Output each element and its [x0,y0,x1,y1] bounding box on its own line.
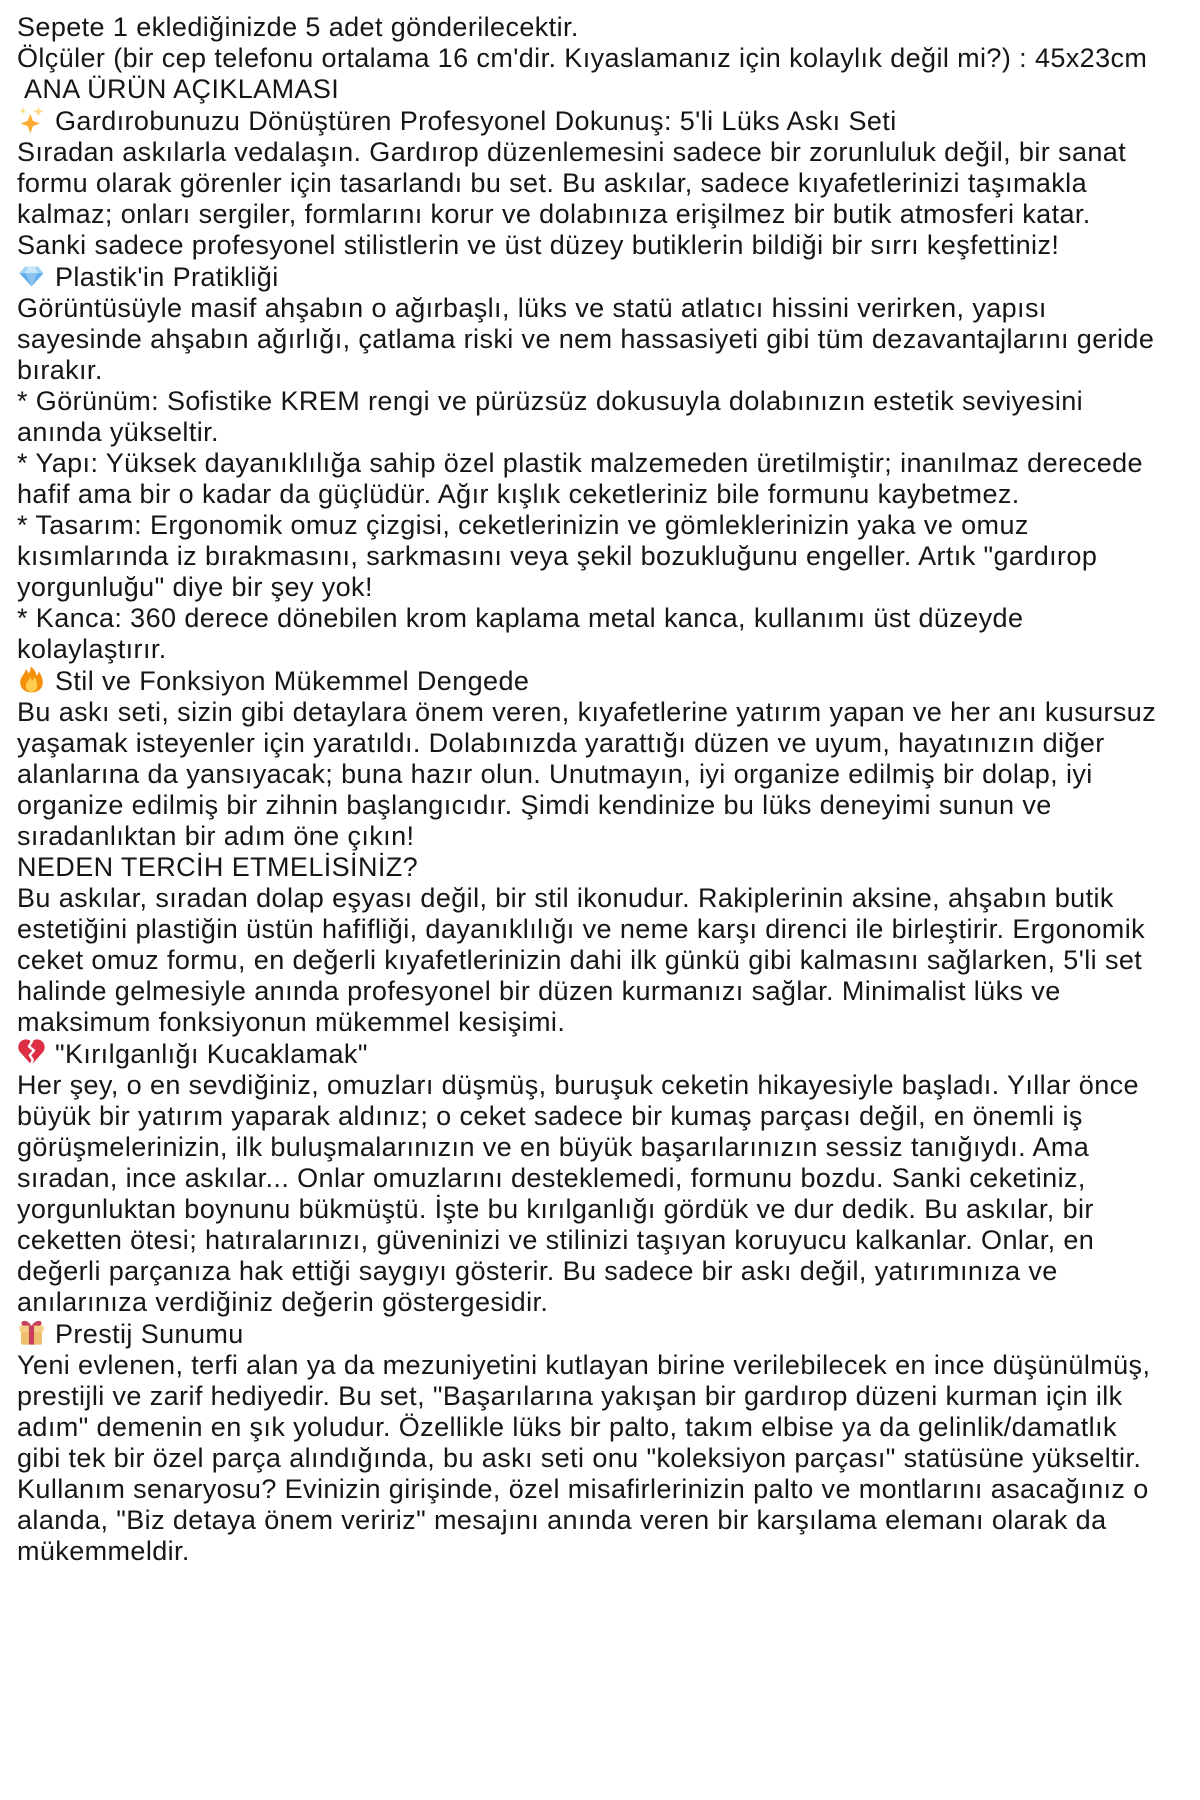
para-intro: Sıradan askılarla vedalaşın. Gardırop düzenlemesini sadece bir zorunluluk değil, bir sanat formu olarak görenler için tasarlandı bu set. Bu askılar, sadece kıyafetlerinizi taşımakla kalmaz; onları sergiler, formlarını korur ve dolabınıza erişilmez bir butik atmosferi katar. Sanki sadece profesyonel stilistlerin ve üst düzey butiklerin bildiği bir sırrı keşfettiniz! [17,137,1127,260]
para-why-choose: Bu askılar, sıradan dolap eşyası değil, bir stil ikonudur. Rakiplerinin aksine, ahşabın butik estetiğini plastiğin üstün hafifliği, dayanıklılığı ve neme karşı direnci ile birleştirir. Ergonomik ceket omuz formu, en değerli kıyafetlerinizin dahi ilk günkü gibi kalmasını sağlarken, 5'li set halinde gelmesiyle anında profesyonel bir düzen kurmanızı sağlar. Minimalist lüks ve maksimum fonksiyonun mükemmel kesişimi. [17,883,1146,1037]
para-fragility-story: Her şey, o en sevdiğiniz, omuzları düşmüş, buruşuk ceketin hikayesiyle başladı. Yıllar önce büyük bir yatırım yaparak aldınız; o ceket sadece bir kumaş parçası değil, en önemli iş görüşmelerinizin, ilk buluşmalarınızın ve en büyük başarılarınızın sessiz tanığıydı. Ama sıradan, ince askılar... Onlar omuzlarını desteklemedi, formunu bozdu. Sanki ceketiniz, yorgunluktan boynunu bükmüştü. İşte bu kırılganlığı gördük ve dur dedik. Bu askılar, bir ceketten ötesi; hatıralarınızı, güveninizi ve stilinizi taşıyan koruyucu kalkanlar. Onlar, en değerli parçanıza hak ettiği saygıyı gösterir. Bu sadece bir askı değil, yatırımınıza ve anılarınıza verdiğiniz değerin göstergesidir. [17,1070,1139,1317]
heading-text: Plastik'in Pratikliği [55,262,279,292]
bullet-hook: * Kanca: 360 derece dönebilen krom kaplama metal kanca, kullanımı üst düzeyde kolaylaştırır. [17,603,1024,664]
dimensions-note: Ölçüler (bir cep telefonu ortalama 16 cm'dir. Kıyaslamanız için kolaylık değil mi?) : 45x23cm [17,43,1148,73]
heading-plastic-practicality [17,261,1168,293]
bullet-design: * Tasarım: Ergonomik omuz çizgisi, ceketlerinizin ve gömleklerinizin yaka ve omuz kısımlarında iz bırakmasını, sarkmasını veya şekil bozukluğunu engeller. Artık "gardırop yorgunluğu" diye bir şey yok! [17,510,1098,602]
heading-embracing-fragility [17,1038,1168,1070]
sparkles-icon [17,105,46,134]
heading-prestige-presentation [17,1318,1168,1350]
heading-text: "Kırılganlığı Kucaklamak" [55,1039,368,1069]
gift-icon [17,1318,46,1347]
gem-icon [17,261,46,290]
broken-heart-icon [17,1038,46,1067]
shipping-note: Sepete 1 eklediğinizde 5 adet gönderilecektir. [17,12,579,42]
heading-why-choose: NEDEN TERCİH ETMELİSİNİZ? [17,852,419,882]
bullet-structure: * Yapı: Yüksek dayanıklılığa sahip özel plastik malzemeden üretilmiştir; inanılmaz derecede hafif ama bir o kadar da güçlüdür. Ağır kışlık ceketleriniz bile formunu kaybetmez. [17,448,1143,509]
heading-text: Prestij Sunumu [55,1319,244,1349]
heading-luxury-hanger-set [17,105,1168,137]
main-description-title: ANA ÜRÜN AÇIKLAMASI [24,74,340,104]
para-style-function: Bu askı seti, sizin gibi detaylara önem veren, kıyafetlerine yatırım yapan ve her anı kusursuz yaşamak isteyenler için yaratıldı. Dolabınızda yarattığı düzen ve uyum, hayatınızın diğer alanlarına da yansıyacak; buna hazır olun. Unutmayın, iyi organize edilmiş bir dolap, iyi organize edilmiş bir zihnin başlangıcıdır. Şimdi kendinize bu lüks deneyimi sunun ve sıradanlıktan bir adım öne çıkın! [17,697,1157,851]
heading-text: Gardırobunuzu Dönüştüren Profesyonel Dokunuş: 5'li Lüks Askı Seti [55,106,897,136]
heading-style-function [17,665,1168,697]
para-prestige-gift: Yeni evlenen, terfi alan ya da mezuniyetini kutlayan birine verilebilecek en ince düşünülmüş, prestijli ve zarif hediyedir. Bu set, "Başarılarına yakışan bir gardırop düzeni kurman için ilk adım" demenin en şık yoludur. Özellikle lüks bir palto, takım elbise ya da gelinlik/damatlık gibi tek bir özel parça alındığında, bu askı seti onu "koleksiyon parçası" statüsüne yükseltir. Kullanım senaryosu? Evinizin girişinde, özel misafirlerinizin palto ve montlarını asacağınız o alanda, "Biz detaya önem veririz" mesajını anında veren bir karşılama elemanı olarak da mükemmeldir. [17,1350,1151,1566]
fire-icon [17,665,46,694]
heading-text: Stil ve Fonksiyon Mükemmel Dengede [55,666,530,696]
bullet-appearance: * Görünüm: Sofistike KREM rengi ve pürüzsüz dokusuyla dolabınızın estetik seviyesini anında yükseltir. [17,386,1084,447]
para-plastic-benefits: Görüntüsüyle masif ahşabın o ağırbaşlı, lüks ve statü atlatıcı hissini verirken, yapısı sayesinde ahşabın ağırlığı, çatlama riski ve nem hassasiyeti gibi tüm dezavantajlarını geride bırakır. [17,293,1155,385]
